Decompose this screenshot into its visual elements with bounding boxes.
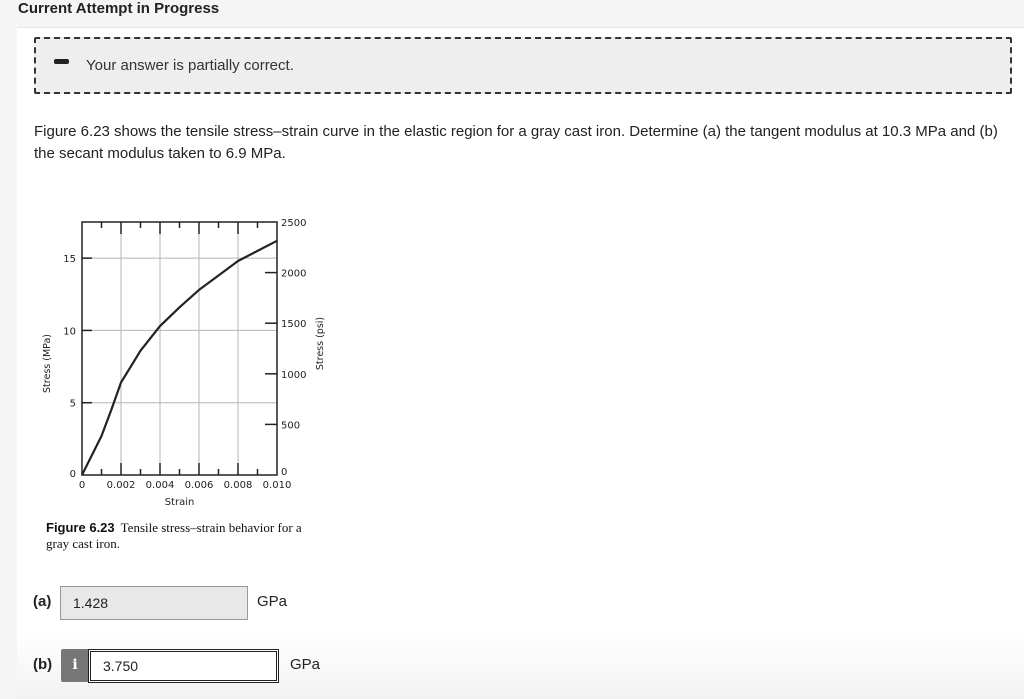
svg-text:0: 0: [281, 467, 288, 478]
svg-text:0.008: 0.008: [223, 480, 253, 491]
figure-6-23: [30, 205, 330, 565]
answer-b-label: (b): [33, 656, 53, 673]
svg-text:2500: 2500: [281, 218, 307, 229]
svg-text:0.010: 0.010: [262, 480, 292, 491]
caption-text: Tensile stress–strain behavior for a gray cast iron.: [46, 520, 302, 551]
svg-text:500: 500: [281, 420, 301, 432]
feedback-message: Your answer is partially correct.: [86, 57, 294, 74]
figure-caption: [46, 520, 326, 552]
svg-text:Stress (MPa): Stress (MPa): [42, 334, 53, 393]
svg-text:0.004: 0.004: [145, 480, 175, 491]
svg-text:0.002: 0.002: [106, 480, 136, 491]
svg-text:0.006: 0.006: [184, 480, 214, 491]
caption-label: Figure 6.23: [46, 520, 115, 535]
svg-text:Strain: Strain: [164, 497, 195, 508]
answer-b-unit: GPa: [290, 656, 321, 673]
info-icon-button[interactable]: i: [61, 649, 89, 682]
svg-text:1500: 1500: [281, 319, 307, 331]
stress-strain-curve: [82, 241, 277, 475]
feedback-banner: [34, 37, 1012, 94]
answer-a-input[interactable]: [60, 586, 248, 620]
answer-b-input[interactable]: [88, 649, 279, 683]
svg-text:2000: 2000: [281, 268, 307, 280]
svg-text:1000: 1000: [281, 369, 307, 381]
svg-text:5: 5: [69, 398, 76, 410]
answer-a-label: (a): [33, 593, 52, 610]
page-title: Current Attempt in Progress: [18, 0, 220, 17]
svg-text:15: 15: [63, 254, 76, 266]
answer-a-unit: GPa: [257, 593, 288, 610]
svg-text:0: 0: [78, 480, 86, 491]
minus-icon: [54, 59, 69, 64]
stress-strain-chart: [30, 205, 330, 515]
svg-text:10: 10: [63, 326, 76, 338]
question-text: Figure 6.23 shows the tensile stress–strain curve in the elastic region for a gray cast iron. Determine (a) the tangent modulus at 10.3 MPa and (b) the secant modulus taken to 6.9 MPa.: [34, 123, 998, 162]
svg-text:Stress (psi): Stress (psi): [315, 316, 326, 371]
svg-text:0: 0: [69, 469, 76, 480]
